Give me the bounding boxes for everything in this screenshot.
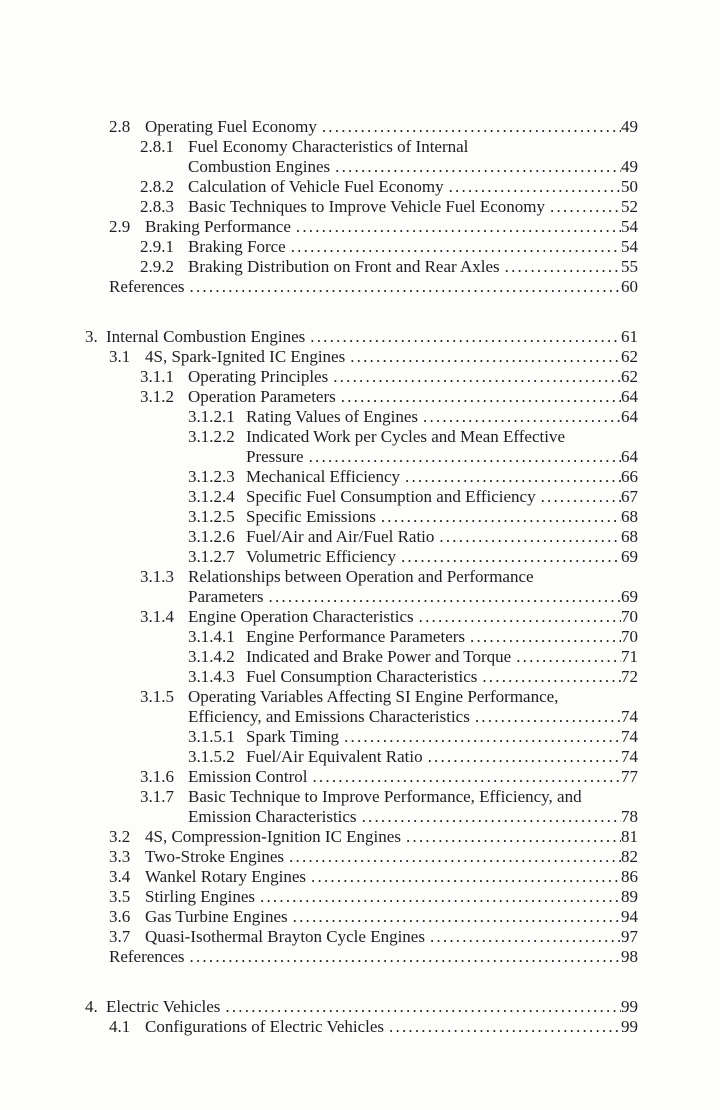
- dot-leader: [406, 827, 621, 847]
- entry-page: 49: [621, 117, 638, 136]
- entry-page: 64: [621, 447, 638, 466]
- entry-title: Mechanical Efficiency: [246, 467, 401, 486]
- entry-number: 3.1.2.7: [188, 547, 235, 566]
- entry-page: 86: [621, 867, 638, 886]
- entry-number: 3.1.5.1: [188, 727, 235, 746]
- entry-title: Indicated and Brake Power and Torque: [246, 647, 512, 666]
- toc-entry: [0, 827, 638, 847]
- toc-entry: [0, 787, 638, 807]
- entry-title: Operating Variables Affecting SI Engine Performance,: [188, 687, 559, 706]
- toc-section-gap: [0, 297, 638, 327]
- entry-title: Wankel Rotary Engines: [145, 867, 307, 886]
- entry-number: 3.3: [109, 847, 131, 866]
- dot-leader: [344, 727, 621, 747]
- dot-leader: [293, 907, 621, 927]
- toc-entry: [0, 117, 638, 137]
- dot-leader: [449, 177, 621, 197]
- entry-title: Rating Values of Engines: [246, 407, 419, 426]
- toc-entry-continuation: [0, 447, 638, 467]
- entry-page: 54: [621, 237, 638, 256]
- toc-entry: [0, 727, 638, 747]
- dot-leader: [439, 527, 621, 547]
- dot-leader: [430, 927, 621, 947]
- entry-title: Operating Fuel Economy: [145, 117, 317, 136]
- toc-entry: [0, 687, 638, 707]
- dot-leader: [475, 707, 621, 727]
- dot-leader: [333, 367, 621, 387]
- entry-number: 2.9: [109, 217, 131, 236]
- dot-leader: [405, 467, 621, 487]
- entry-page: 49: [621, 157, 638, 176]
- toc-entry-continuation: [0, 587, 638, 607]
- entry-title: Fuel/Air Equivalent Ratio: [246, 747, 423, 766]
- toc-entry: [0, 667, 638, 687]
- toc-entry: [0, 647, 638, 667]
- entry-number: 3.1.2.4: [188, 487, 235, 506]
- dot-leader: [291, 237, 621, 257]
- entry-title: 4S, Spark-Ignited IC Engines: [145, 347, 346, 366]
- entry-title: Braking Force: [188, 237, 286, 256]
- dot-leader: [428, 747, 621, 767]
- entry-number: 3.1.6: [140, 767, 174, 786]
- entry-page: 97: [621, 927, 638, 946]
- entry-number: 3.7: [109, 927, 131, 946]
- entry-page: 98: [621, 947, 638, 966]
- entry-page: 68: [621, 527, 638, 546]
- dot-leader: [516, 647, 621, 667]
- entry-title: Calculation of Vehicle Fuel Economy: [188, 177, 444, 196]
- entry-number: 3.1.4: [140, 607, 174, 626]
- toc-entry: [0, 507, 638, 527]
- entry-title: Operation Parameters: [188, 387, 336, 406]
- entry-number: 3.1.2: [140, 387, 174, 406]
- entry-page: 69: [621, 547, 638, 566]
- entry-page: 81: [621, 827, 638, 846]
- entry-page: 60: [621, 277, 638, 296]
- entry-title: Quasi-Isothermal Brayton Cycle Engines: [145, 927, 425, 946]
- dot-leader: [423, 407, 621, 427]
- entry-number: 3.1.3: [140, 567, 174, 586]
- entry-page: 70: [621, 607, 638, 626]
- entry-number: 3.1.5: [140, 687, 174, 706]
- dot-leader: [470, 627, 621, 647]
- toc-entry: [0, 847, 638, 867]
- entry-number: 3.1.2.1: [188, 407, 235, 426]
- entry-number: 2.9.2: [140, 257, 174, 276]
- entry-page: 67: [621, 487, 638, 506]
- entry-title: Operating Principles: [188, 367, 329, 386]
- entry-page: 94: [621, 907, 638, 926]
- entry-page: 74: [621, 727, 638, 746]
- entry-title: Engine Operation Characteristics: [188, 607, 414, 626]
- toc-entry: [0, 767, 638, 787]
- entry-number: 3.1.7: [140, 787, 174, 806]
- entry-page: 72: [621, 667, 638, 686]
- toc-entry: [0, 997, 638, 1017]
- toc-entry: [0, 627, 638, 647]
- toc-entry: [0, 257, 638, 277]
- toc-entry: [0, 197, 638, 217]
- toc-entry: [0, 217, 638, 237]
- dot-leader: [260, 887, 621, 907]
- toc-entry: [0, 947, 638, 967]
- toc-entry: [0, 137, 638, 157]
- entry-number: 2.8.1: [140, 137, 174, 156]
- dot-leader: [190, 947, 621, 967]
- entry-title: Stirling Engines: [145, 887, 256, 906]
- toc-entry: [0, 867, 638, 887]
- entry-title: Parameters: [188, 587, 264, 606]
- entry-title: Basic Techniques to Improve Vehicle Fuel Economy: [188, 197, 545, 216]
- dot-leader: [541, 487, 621, 507]
- dot-leader: [335, 157, 621, 177]
- entry-title: Specific Fuel Consumption and Efficiency: [246, 487, 536, 506]
- entry-page: 66: [621, 467, 638, 486]
- entry-title: Configurations of Electric Vehicles: [145, 1017, 385, 1036]
- entry-title: Specific Emissions: [246, 507, 376, 526]
- toc-entry: [0, 277, 638, 297]
- entry-title: Indicated Work per Cycles and Mean Effective: [246, 427, 565, 446]
- entry-number: 3.1.4.1: [188, 627, 235, 646]
- toc-entry: [0, 407, 638, 427]
- toc-entry: [0, 907, 638, 927]
- entry-title: Basic Technique to Improve Performance, Efficiency, and: [188, 787, 582, 806]
- entry-page: 69: [621, 587, 638, 606]
- dot-leader: [311, 867, 621, 887]
- toc-entry: [0, 347, 638, 367]
- dot-leader: [310, 327, 621, 347]
- toc-entry: [0, 567, 638, 587]
- entry-number: 3.1.1: [140, 367, 174, 386]
- entry-page: 71: [621, 647, 638, 666]
- entry-page: 61: [621, 327, 638, 346]
- toc-entry: [0, 327, 638, 347]
- entry-title: 4S, Compression-Ignition IC Engines: [145, 827, 401, 846]
- entry-page: 78: [621, 807, 638, 826]
- dot-leader: [190, 277, 621, 297]
- dot-leader: [269, 587, 621, 607]
- toc-entry-continuation: [0, 157, 638, 177]
- entry-page: 74: [621, 747, 638, 766]
- entry-number: 3.1.2.3: [188, 467, 235, 486]
- entry-number: 2.8: [109, 117, 131, 136]
- entry-title: References: [109, 277, 185, 296]
- entry-title: Fuel Consumption Characteristics: [246, 667, 478, 686]
- dot-leader: [312, 767, 621, 787]
- toc-entry: [0, 1017, 638, 1037]
- dot-leader: [322, 117, 621, 137]
- entry-number: 2.9.1: [140, 237, 174, 256]
- entry-title: Two-Stroke Engines: [145, 847, 285, 866]
- entry-page: 77: [621, 767, 638, 786]
- entry-page: 70: [621, 627, 638, 646]
- entry-page: 89: [621, 887, 638, 906]
- dot-leader: [296, 217, 621, 237]
- entry-number: 3.4: [109, 867, 131, 886]
- entry-page: 55: [621, 257, 638, 276]
- entry-page: 64: [621, 407, 638, 426]
- toc-entry: [0, 367, 638, 387]
- entry-title: Braking Distribution on Front and Rear Axles: [188, 257, 500, 276]
- dot-leader: [225, 997, 621, 1017]
- entry-number: 3.1.5.2: [188, 747, 235, 766]
- entry-title: Braking Performance: [145, 217, 291, 236]
- entry-number: 3.1: [109, 347, 131, 366]
- entry-number: 4.: [85, 997, 98, 1016]
- toc-entry: [0, 927, 638, 947]
- entry-title: Fuel/Air and Air/Fuel Ratio: [246, 527, 435, 546]
- entry-number: 3.1.2.6: [188, 527, 235, 546]
- entry-number: 3.1.4.3: [188, 667, 235, 686]
- entry-page: 62: [621, 367, 638, 386]
- entry-page: 62: [621, 347, 638, 366]
- toc-entry: [0, 607, 638, 627]
- entry-title: Engine Performance Parameters: [246, 627, 466, 646]
- entry-title: Efficiency, and Emissions Characteristics: [188, 707, 470, 726]
- entry-page: 54: [621, 217, 638, 236]
- entry-title: Pressure: [246, 447, 304, 466]
- entry-page: 99: [621, 997, 638, 1016]
- entry-page: 50: [621, 177, 638, 196]
- entry-number: 2.8.2: [140, 177, 174, 196]
- dot-leader: [289, 847, 621, 867]
- entry-number: 3.1.4.2: [188, 647, 235, 666]
- dot-leader: [309, 447, 621, 467]
- toc-entry: [0, 487, 638, 507]
- entry-page: 52: [621, 197, 638, 216]
- entry-number: 3.1.2.5: [188, 507, 235, 526]
- toc-entry: [0, 747, 638, 767]
- entry-number: 3.: [85, 327, 98, 346]
- dot-leader: [550, 197, 621, 217]
- entry-number: 3.2: [109, 827, 131, 846]
- entry-title: Spark Timing: [246, 727, 340, 746]
- toc-entry-continuation: [0, 807, 638, 827]
- entry-page: 68: [621, 507, 638, 526]
- toc-entry: [0, 527, 638, 547]
- entry-page: 82: [621, 847, 638, 866]
- dot-leader: [362, 807, 621, 827]
- toc-entry: [0, 427, 638, 447]
- entry-title: Emission Control: [188, 767, 308, 786]
- toc-entry: [0, 887, 638, 907]
- toc-entry: [0, 547, 638, 567]
- dot-leader: [381, 507, 621, 527]
- entry-title: References: [109, 947, 185, 966]
- entry-title: Volumetric Efficiency: [246, 547, 396, 566]
- entry-number: 2.8.3: [140, 197, 174, 216]
- dot-leader: [350, 347, 621, 367]
- entry-title: Fuel Economy Characteristics of Internal: [188, 137, 469, 156]
- toc-entry: [0, 237, 638, 257]
- entry-title: Electric Vehicles: [106, 997, 221, 1016]
- dot-leader: [482, 667, 621, 687]
- toc-entry: [0, 387, 638, 407]
- entry-number: 4.1: [109, 1017, 131, 1036]
- entry-title: Internal Combustion Engines: [106, 327, 306, 346]
- dot-leader: [341, 387, 621, 407]
- toc-section-gap: [0, 967, 638, 997]
- entry-page: 64: [621, 387, 638, 406]
- entry-number: 3.5: [109, 887, 131, 906]
- toc-entry: [0, 467, 638, 487]
- entry-page: 99: [621, 1017, 638, 1036]
- toc-entry-continuation: [0, 707, 638, 727]
- entry-page: 74: [621, 707, 638, 726]
- entry-title: Gas Turbine Engines: [145, 907, 288, 926]
- dot-leader: [419, 607, 621, 627]
- entry-title: Combustion Engines: [188, 157, 331, 176]
- toc-entry: [0, 177, 638, 197]
- entry-number: 3.6: [109, 907, 131, 926]
- entry-title: Relationships between Operation and Performance: [188, 567, 534, 586]
- entry-title: Emission Characteristics: [188, 807, 357, 826]
- entry-number: 3.1.2.2: [188, 427, 235, 446]
- dot-leader: [401, 547, 621, 567]
- dot-leader: [505, 257, 621, 277]
- dot-leader: [389, 1017, 621, 1037]
